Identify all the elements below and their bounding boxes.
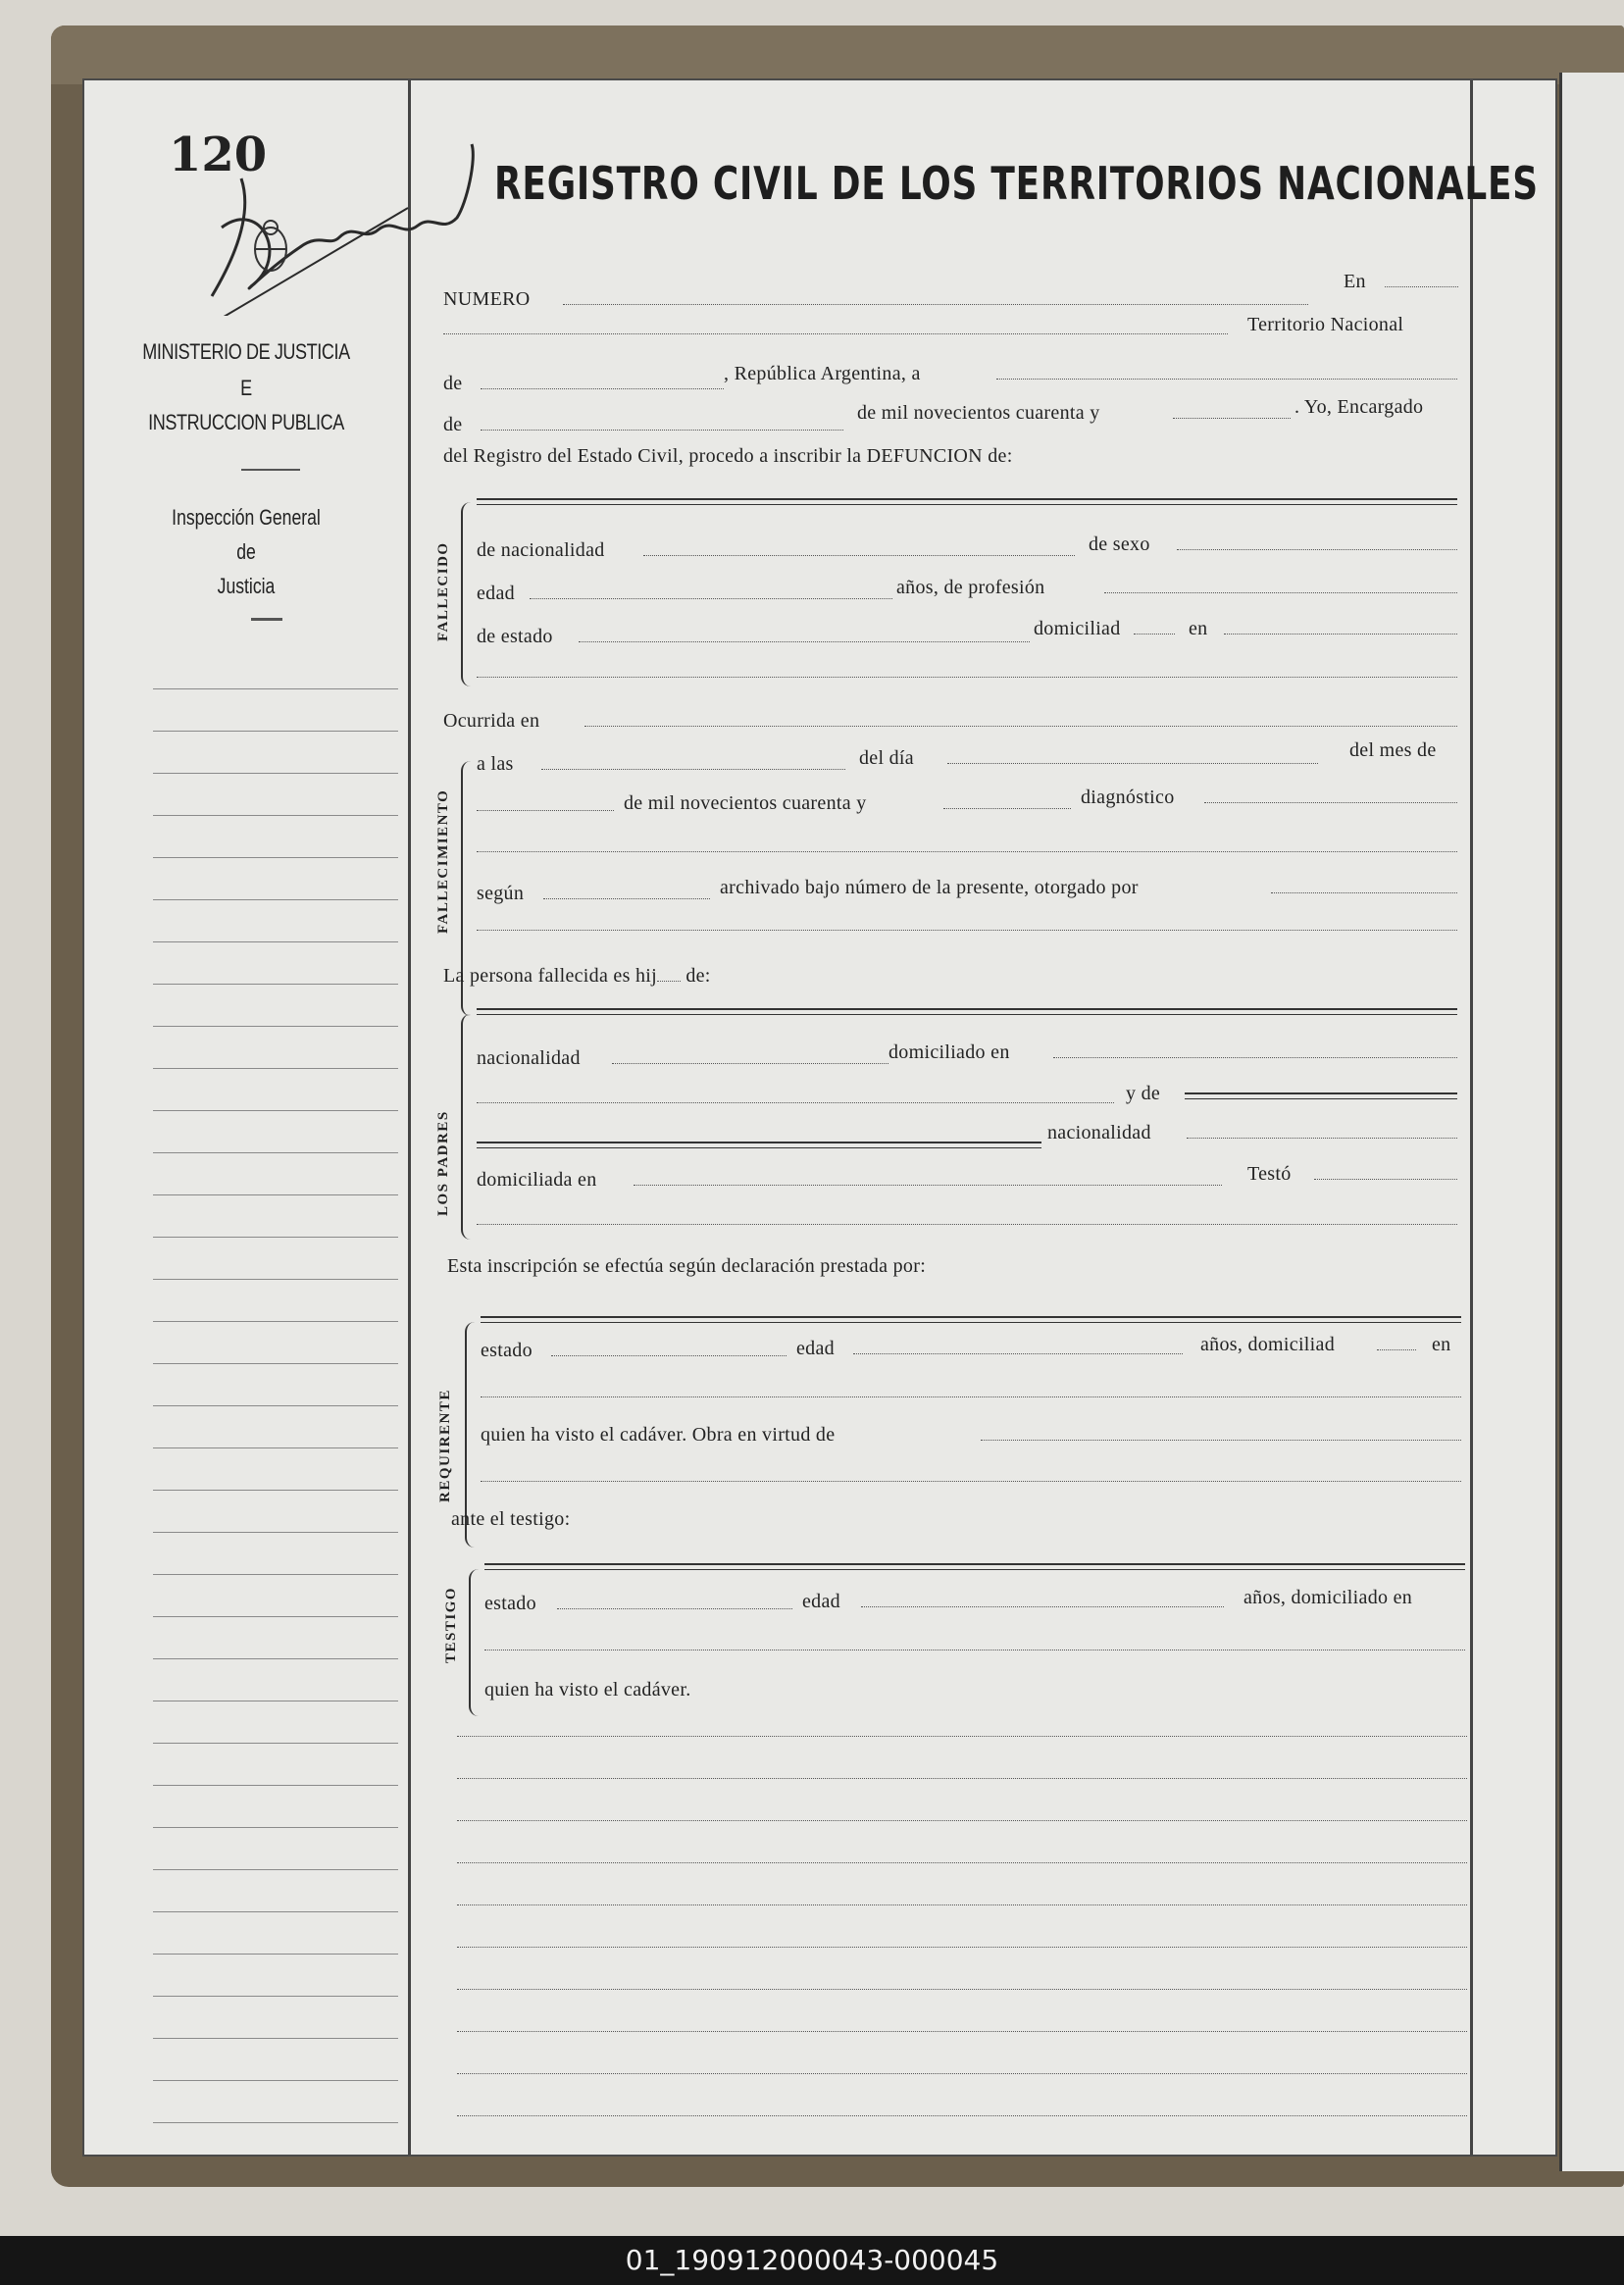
label-territorio: Territorio Nacional [1247, 314, 1404, 335]
field-otorgado [1271, 892, 1457, 893]
label-quien-testigo: quien ha visto el cadáver. [484, 1679, 691, 1701]
margin-rule [153, 1490, 398, 1491]
field-edad [530, 598, 892, 599]
field-requirente-extra [481, 1481, 1461, 1482]
notes-rule [457, 1947, 1467, 1948]
field-ocurrida [584, 726, 1457, 727]
ministry-line-3: INSTRUCCION PUBLICA [148, 410, 344, 434]
margin-rule [153, 1237, 398, 1238]
field-domicilio-padre-2 [477, 1102, 1114, 1103]
margin-rule [153, 2080, 398, 2081]
field-estado [579, 641, 1030, 642]
field-domicilio-madre [634, 1185, 1222, 1186]
notes-rule [457, 1904, 1467, 1905]
label-yde: y de [1126, 1083, 1161, 1104]
margin-rule [153, 815, 398, 816]
label-edad-testigo: edad [802, 1591, 840, 1612]
label-nacionalidad: de nacionalidad [477, 539, 605, 561]
folio-number: 120 [169, 127, 268, 182]
margin-rule [153, 1743, 398, 1744]
label-edad-requirente: edad [796, 1338, 835, 1359]
label-ante-testigo: ante el testigo: [451, 1508, 571, 1530]
brace [461, 1014, 475, 1240]
label-de-2: de [443, 414, 463, 435]
field-ano-fallecimiento [943, 808, 1071, 809]
ministry-line-1: MINISTERIO DE JUSTICIA [142, 339, 350, 364]
side-label-testigo: TESTIGO [443, 1586, 459, 1663]
field-domiciliad-requirente [1377, 1349, 1416, 1350]
divider [241, 469, 300, 471]
margin-rule [153, 688, 398, 689]
hij-text: La persona fallecida es hij [443, 965, 658, 987]
side-label-padres: LOS PADRES [435, 1110, 451, 1216]
label-segun: según [477, 883, 525, 904]
label-en-fallecido: en [1189, 618, 1208, 639]
side-label-fallecimiento: FALLECIMIENTO [435, 788, 451, 934]
margin-rule [153, 1194, 398, 1195]
margin-rule [153, 1363, 398, 1364]
label-estado-testigo: estado [484, 1593, 536, 1614]
field-segun [543, 898, 710, 899]
margin-rule [153, 1532, 398, 1533]
notes-rule [457, 2031, 1467, 2032]
label-en: En [1344, 271, 1366, 292]
field-hij-suffix [657, 981, 681, 982]
label-estado: de estado [477, 626, 553, 647]
field-edad-testigo [861, 1606, 1224, 1607]
side-label-requirente: REQUIRENTE [437, 1389, 453, 1502]
label-mil-fallecimiento: de mil novecientos cuarenta y [624, 792, 867, 814]
label-hij [443, 965, 711, 988]
label-anos-testigo: años, domiciliado en [1243, 1587, 1413, 1608]
label-nacionalidad-madre: nacionalidad [1047, 1122, 1151, 1143]
left-margin-column [84, 80, 411, 2155]
margin-rule [153, 731, 398, 732]
hij-de: de: [685, 965, 711, 987]
notes-rule [457, 1778, 1467, 1779]
notes-rule [457, 1736, 1467, 1737]
field-edad-requirente [853, 1353, 1183, 1354]
label-yo: . Yo, Encargado [1294, 396, 1424, 418]
inspection-line-1: Inspección General [172, 505, 321, 530]
label-profesion: años, de profesión [896, 577, 1045, 598]
field-numero [563, 304, 1308, 305]
margin-rule [153, 1279, 398, 1280]
margin-rule [153, 773, 398, 774]
label-ocurrida: Ocurrida en [443, 710, 540, 732]
margin-rule [153, 941, 398, 942]
margin-rule [153, 1405, 398, 1406]
margin-rule [153, 857, 398, 858]
field-diagnostico [1204, 802, 1457, 803]
margin-rule [153, 1152, 398, 1153]
margin-rule [153, 1869, 398, 1870]
side-label-fallecido: FALLECIDO [435, 541, 451, 641]
label-edad: edad [477, 583, 515, 604]
label-en-requirente: en [1432, 1334, 1451, 1355]
label-domiciliad: domiciliad [1034, 618, 1121, 639]
field-nombre-padre [477, 1008, 1457, 1015]
field-nombre-requirente [481, 1316, 1461, 1323]
label-nacionalidad-padre: nacionalidad [477, 1047, 581, 1069]
margin-rule [153, 2038, 398, 2039]
brace [461, 502, 475, 686]
field-ano [1173, 418, 1291, 419]
label-testo: Testó [1247, 1163, 1292, 1185]
margin-rule [153, 2122, 398, 2123]
divider [251, 618, 282, 621]
field-de-2 [481, 430, 843, 431]
margin-rule [153, 1447, 398, 1448]
field-sexo [1177, 549, 1457, 550]
field-nacionalidad-madre [1187, 1138, 1457, 1139]
field-estado-testigo [557, 1608, 792, 1609]
coat-of-arms-icon [249, 218, 292, 277]
notes-rule [457, 2073, 1467, 2074]
label-quien-requirente: quien ha visto el cadáver. Obra en virtud de [481, 1424, 836, 1446]
label-numero: NUMERO [443, 288, 531, 310]
label-de-1: de [443, 373, 463, 394]
ministry-line-2: E [240, 376, 252, 400]
margin-rule [153, 1785, 398, 1786]
label-deldia: del día [859, 747, 914, 769]
brace [469, 1569, 482, 1716]
field-hora [541, 769, 845, 770]
label-domiciliado: domiciliado en [888, 1041, 1010, 1063]
label-inscripcion: Esta inscripción se efectúa según declaración prestada por: [447, 1255, 927, 1277]
label-diagnostico: diagnóstico [1081, 787, 1175, 808]
image-caption: 01_190912000043-000045 [0, 2236, 1624, 2285]
margin-rule [153, 1574, 398, 1575]
field-domicilio-requirente [481, 1396, 1461, 1397]
field-diagnostico-2 [477, 851, 1457, 852]
field-en [1385, 286, 1458, 287]
margin-rule [153, 1827, 398, 1828]
field-nombre-fallecido [477, 498, 1457, 505]
field-extra-fallecido [477, 677, 1457, 678]
field-dia [947, 763, 1318, 764]
label-archivado: archivado bajo número de la presente, otorgado por [720, 877, 1139, 898]
label-registro: del Registro del Estado Civil, procedo a inscribir la DEFUNCION de: [443, 445, 1013, 467]
field-territorio [443, 333, 1228, 334]
field-nombre-madre-2 [477, 1142, 1041, 1148]
notes-rule [457, 1989, 1467, 1990]
field-obra-virtud [981, 1440, 1461, 1441]
label-alas: a las [477, 753, 514, 775]
margin-rule [153, 1321, 398, 1322]
margin-rule [153, 984, 398, 985]
margin-rule [153, 1996, 398, 1997]
field-testo [1314, 1179, 1457, 1180]
margin-rule [153, 1658, 398, 1659]
field-domicilio [1224, 634, 1457, 635]
field-mes [477, 810, 614, 811]
margin-rule [153, 1911, 398, 1912]
field-profesion [1104, 592, 1457, 593]
field-padres-extra [477, 1224, 1457, 1225]
field-estado-requirente [551, 1355, 787, 1356]
label-estado-requirente: estado [481, 1340, 533, 1361]
margin-rule [153, 1954, 398, 1955]
field-domiciliad-suffix [1134, 634, 1175, 635]
register-page [82, 78, 1557, 2157]
inspection-line-3: Justicia [217, 574, 276, 598]
page-title: REGISTRO CIVIL DE LOS TERRITORIOS NACIONALES [494, 157, 1539, 210]
field-nombre-madre [1185, 1092, 1457, 1099]
right-margin-column [1470, 80, 1558, 2155]
notes-rule [457, 1862, 1467, 1863]
notes-rule [457, 2115, 1467, 2116]
margin-rule [153, 1068, 398, 1069]
facing-page-edge [1559, 73, 1624, 2171]
label-delmes: del mes de [1349, 739, 1437, 761]
margin-rule [153, 899, 398, 900]
label-mil: de mil novecientos cuarenta y [857, 402, 1100, 424]
field-nacionalidad-padre [612, 1063, 888, 1064]
margin-rule [153, 1110, 398, 1111]
inspection-line-2: de [236, 539, 256, 564]
margin-rule [153, 1616, 398, 1617]
margin-rule [153, 1026, 398, 1027]
notes-rule [457, 1820, 1467, 1821]
field-otorgado-2 [477, 930, 1457, 931]
label-republica: , República Argentina, a [724, 363, 921, 384]
field-fecha [996, 379, 1457, 380]
field-nombre-testigo [484, 1563, 1465, 1570]
field-nacionalidad [643, 555, 1075, 556]
label-domiciliada: domiciliada en [477, 1169, 597, 1191]
field-de-1 [481, 388, 724, 389]
label-sexo: de sexo [1089, 533, 1150, 555]
field-domicilio-padre [1053, 1057, 1457, 1058]
label-anos-requirente: años, domiciliad [1200, 1334, 1335, 1355]
